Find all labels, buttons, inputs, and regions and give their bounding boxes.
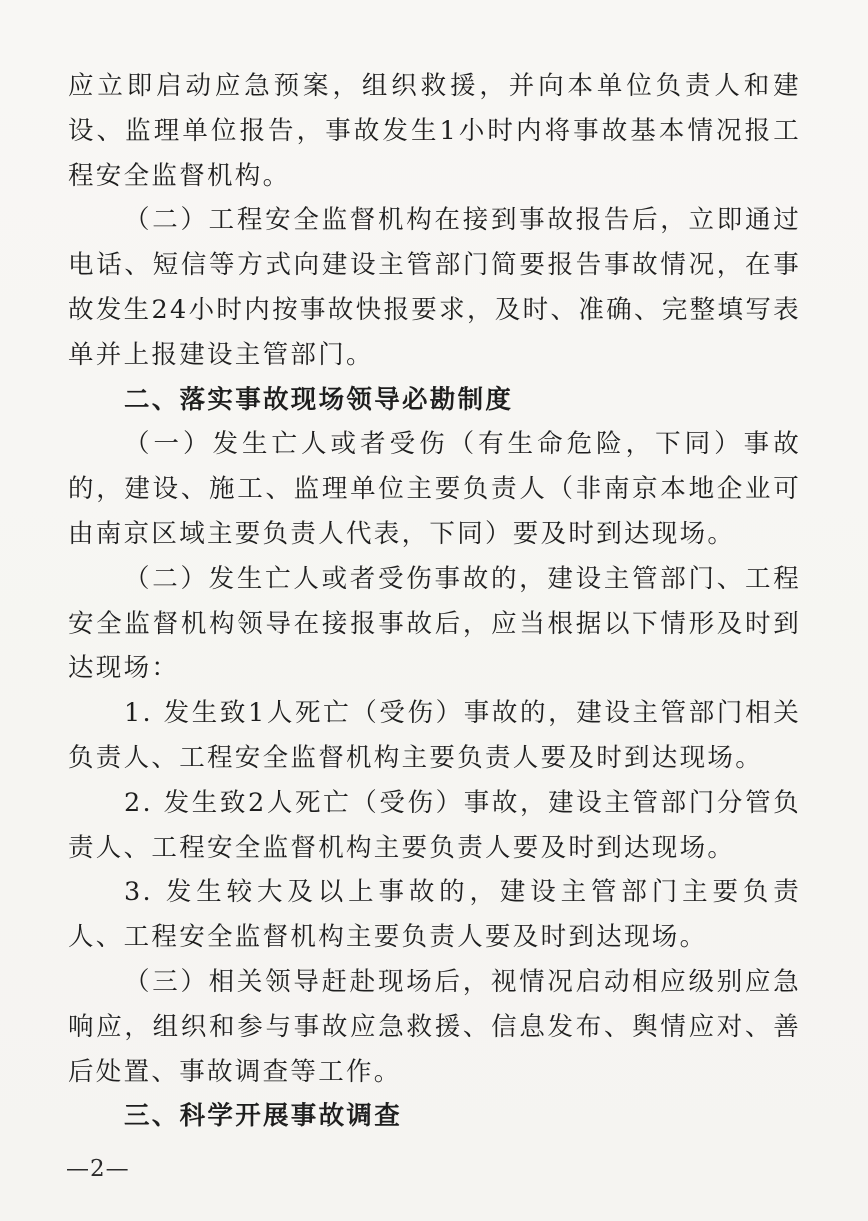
paragraph-supervision-report: （二）工程安全监督机构在接到事故报告后，立即通过电话、短信等方式向建设主管部门简要报告事故情况，在事故发生24小时内按事故快报要求，及时、准确、完整填写表单并上报建设主管部门。 (68, 205, 801, 370)
list-item-major-accident: 3. 发生较大及以上事故的，建设主管部门主要负责人、工程安全监督机构主要负责人要及时到达现场。 (68, 877, 801, 953)
section-heading-leader-onsite: 二、落实事故现场领导必勘制度 (124, 384, 514, 415)
paragraph-authority-leaders: （二）发生亡人或者受伤事故的，建设主管部门、工程安全监督机构领导在接报事故后，应当根据以下情形及时到达现场： (68, 563, 801, 684)
page-number: —2— (66, 1156, 130, 1182)
section-heading-investigation: 三、科学开展事故调查 (124, 1101, 403, 1132)
list-item-one-death: 1. 发生致1人死亡（受伤）事故的，建设主管部门相关负责人、工程安全监督机构主要负责人要及时到达现场。 (68, 698, 801, 773)
document-body (68, 64, 801, 1139)
paragraph-unit-leaders: （一）发生亡人或者受伤（有生命危险，下同）事故的，建设、施工、监理单位主要负责人（非南京本地企业可由南京区域主要负责人代表，下同）要及时到达现场。 (68, 429, 801, 549)
list-item-two-deaths: 2. 发生致2人死亡（受伤）事故，建设主管部门分管负责人、工程安全监督机构主要负责人要及时到达现场。 (68, 787, 801, 863)
paragraph-emergency-response: （三）相关领导赶赴现场后，视情况启动相应级别应急响应，组织和参与事故应急救援、信息发布、舆情应对、善后处置、事故调查等工作。 (68, 966, 801, 1087)
paragraph-emergency-report: 应立即启动应急预案，组织救援，并向本单位负责人和建设、监理单位报告，事故发生1小时内将事故基本情况报工程安全监督机构。 (68, 71, 801, 191)
